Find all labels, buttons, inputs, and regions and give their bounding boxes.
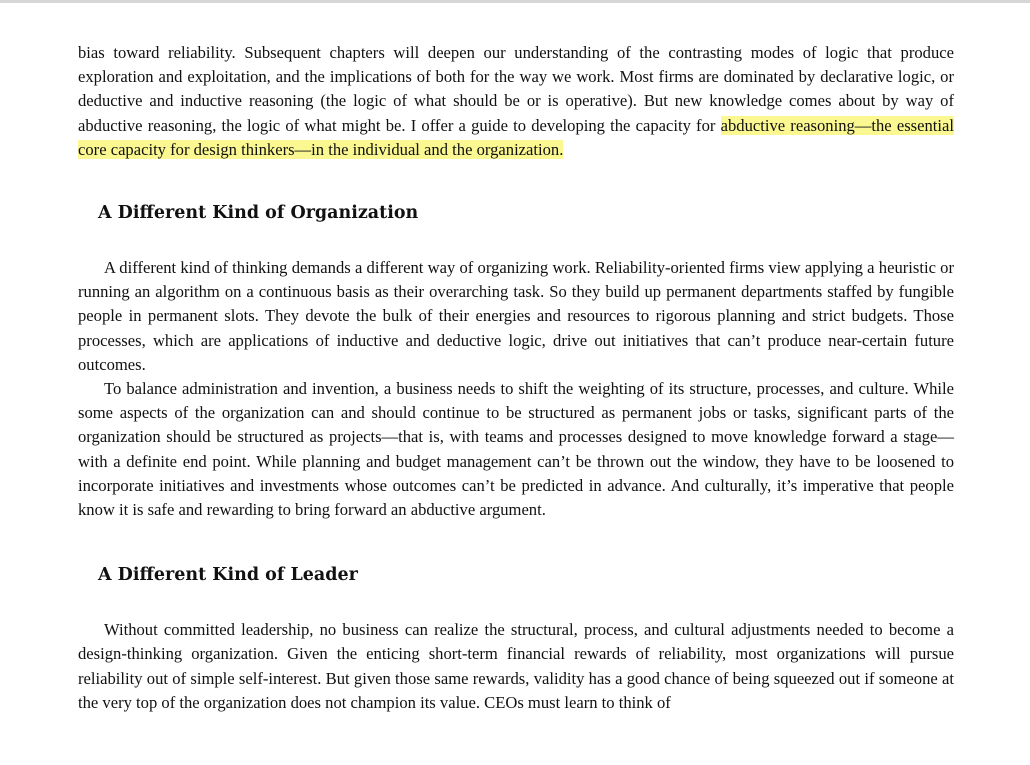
organization-paragraph-2: To balance administration and invention, a business needs to shift the weighting of its structure, processes, and culture. While some aspects of the organization can and should continue to be structured as permanent jobs or tasks, significant parts of the organization should be structured as projects—that is, with teams and processes designed to move knowledge forward a stage—with a definite end point. While planning and budget management can’t be thrown out the window, they have to be loosened to incorporate initiatives and investments whose outcomes can’t be predicted in advance. And culturally, it’s imperative that people know it is safe and rewarding to bring forward an abductive argument. [78,379,954,520]
leader-paragraph-1: Without committed leadership, no business can realize the structural, process, and cultural adjustments needed to become a design-thinking organization. Given the enticing short-term financial rewards of reliability, most organizations will pursue reliability out of simple self-interest. But given those same rewards, validity has a good chance of being squeezed out if someone at the very top of the organization does not champion its value. CEOs must learn to think of [78,620,954,712]
section-heading-organization: A Different Kind of Organization [98,203,419,224]
highlighted-text[interactable]: abductive reasoning—the essential core capacity for design thinkers—in the individual and the organization. [78,115,954,159]
intro-paragraph [78,41,954,162]
intro-text: bias toward reliability. Subsequent chapters will deepen our understanding of the contrasting modes of logic that produce exploration and exploitation, and the implications of both for the way we work. Most firms are dominated by declarative logic, or deductive and inductive reasoning (the logic of what should be or is operative). But new knowledge comes about by way of abductive reasoning, the logic of what might be. I offer a guide to developing the capacity for [78,43,954,135]
document-page [78,41,954,715]
section-heading-leader: A Different Kind of Leader [98,565,358,586]
top-divider [0,0,1030,3]
organization-paragraph-1: A different kind of thinking demands a different way of organizing work. Reliability-oriented firms view applying a heuristic or running an algorithm on a continuous basis as their overarching task. So they build up permanent departments staffed by fungible people in permanent slots. They devote the bulk of their energies and resources to rigorous planning and strict budgets. Those processes, which are applications of inductive and deductive logic, drive out initiatives that can’t produce near-certain future outcomes. [78,258,954,374]
